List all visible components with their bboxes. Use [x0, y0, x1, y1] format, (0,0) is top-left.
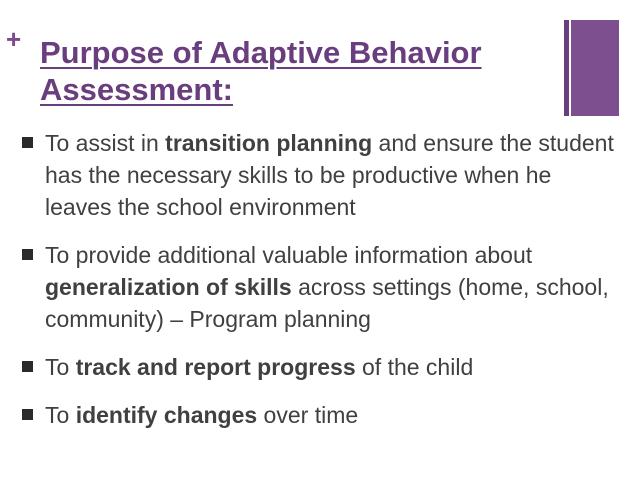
square-bullet-icon [22, 409, 33, 420]
bullet-item-transition-planning [18, 127, 618, 223]
bullet-text [45, 354, 473, 380]
bullet-text-bold: track and report progress [75, 354, 356, 380]
bullet-text-pre: To assist in [45, 130, 166, 156]
bullet-text-post: over time [257, 402, 359, 428]
bullet-list [18, 127, 618, 447]
square-bullet-icon [22, 361, 33, 372]
bullet-item-identify-changes [18, 399, 618, 431]
bullet-text-pre: To provide additional valuable information about [45, 242, 533, 268]
bullet-text-bold: identify changes [75, 402, 258, 428]
bullet-text-bold: generalization of skills [45, 274, 292, 300]
bullet-text [45, 402, 358, 428]
bullet-text [45, 242, 609, 332]
bullet-item-track-progress [18, 351, 618, 383]
bullet-text-post: across settings (home, school, community) – Program planning [45, 274, 609, 332]
plus-icon: + [6, 24, 22, 54]
bullet-text [45, 130, 614, 220]
square-bullet-icon [22, 249, 33, 260]
square-bullet-icon [22, 137, 33, 148]
bullet-item-generalization [18, 239, 618, 335]
bullet-text-post: of the child [355, 354, 474, 380]
decorative-bar-thick [571, 20, 619, 116]
slide-title: Purpose of Adaptive Behavior Assessment: [40, 35, 482, 107]
bullet-text-bold: transition planning [165, 130, 373, 156]
bullet-text-post: and ensure the student has the necessary skills to be productive when he leaves the school environment [45, 130, 614, 220]
bullet-text-pre: To [45, 354, 76, 380]
bullet-text-pre: To [45, 402, 76, 428]
